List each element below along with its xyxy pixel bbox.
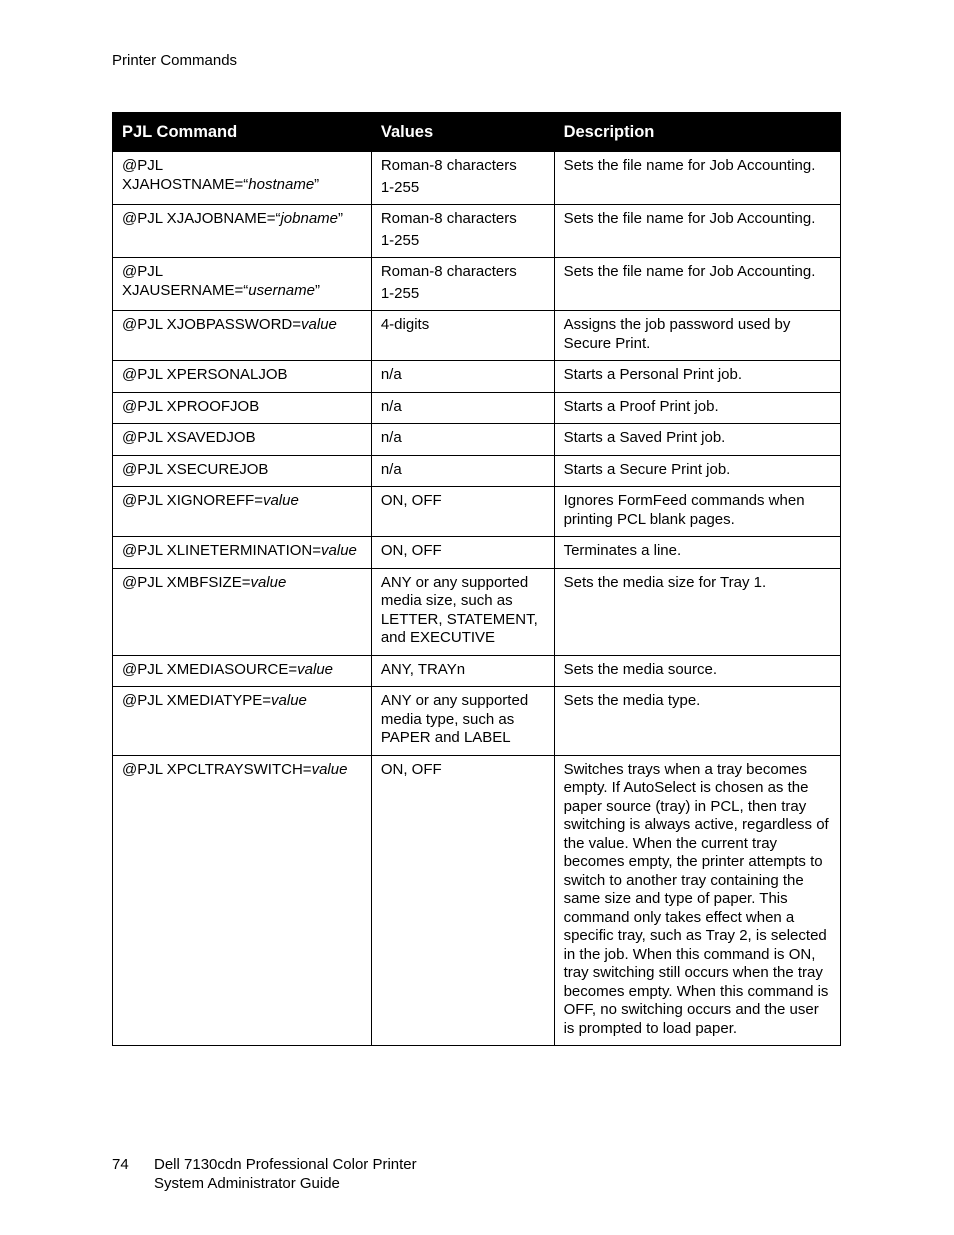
command-text: @PJL XIGNOREFF= <box>122 492 263 509</box>
table-row <box>113 311 841 361</box>
table-row <box>113 455 841 487</box>
values-cell <box>371 655 554 687</box>
values-cell <box>371 755 554 1046</box>
command-cell <box>113 424 372 456</box>
command-text: @PJL XMEDIATYPE= <box>122 692 272 709</box>
command-cell <box>113 311 372 361</box>
document-title-line1: Dell 7130cdn Professional Color Printer <box>154 1156 417 1173</box>
pjl-command-table <box>112 112 841 1046</box>
values-text: ANY or any supported media size, such as LETTER, STATEMENT, and EXECUTIVE <box>380 573 538 646</box>
command-text: @PJL XJOBPASSWORD= <box>122 316 302 333</box>
command-cell <box>113 687 372 756</box>
command-text: @PJL XPCLTRAYSWITCH= <box>122 760 312 778</box>
command-text: @PJL XPERSONALJOB <box>122 366 288 383</box>
values-cell <box>371 537 554 569</box>
command-text-suffix: ” <box>314 175 320 193</box>
values-text: ANY, TRAYn <box>380 660 466 678</box>
table-row <box>113 655 841 687</box>
description-cell: Sets the file name for Job Accounting. <box>554 205 840 258</box>
command-cell <box>113 205 372 258</box>
values-text: ON, OFF <box>380 542 442 559</box>
command-text: @PJL XJAHOSTNAME=“ <box>122 157 249 193</box>
command-text-suffix: ” <box>338 210 344 227</box>
values-text: Roman-8 characters <box>380 157 517 174</box>
command-variable: value <box>250 573 287 591</box>
command-cell <box>113 655 372 687</box>
values-cell <box>371 687 554 756</box>
description-cell: Starts a Secure Print job. <box>554 455 840 487</box>
values-text: n/a <box>380 429 402 446</box>
command-text: @PJL XJAJOBNAME=“ <box>122 210 281 227</box>
description-cell: Starts a Saved Print job. <box>554 424 840 456</box>
values-cell <box>371 568 554 655</box>
command-cell <box>113 755 372 1046</box>
values-text: ON, OFF <box>380 760 442 778</box>
description-cell: Terminates a line. <box>554 537 840 569</box>
values-text: Roman-8 characters <box>380 263 517 280</box>
table-row <box>113 687 841 756</box>
values-cell <box>371 152 554 205</box>
command-variable: value <box>311 760 348 778</box>
command-variable: username <box>248 281 315 299</box>
values-cell <box>371 392 554 424</box>
command-text: @PJL XPROOFJOB <box>122 397 260 415</box>
description-cell: Sets the file name for Job Accounting. <box>554 152 840 205</box>
table-row <box>113 424 841 456</box>
description-cell: Sets the media size for Tray 1. <box>554 568 840 655</box>
values-text: ANY or any supported media type, such as PAPER and LABEL <box>380 692 529 746</box>
command-variable: jobname <box>280 210 339 227</box>
description-cell: Switches trays when a tray becomes empty. If AutoSelect is chosen as the paper source (tray) in PCL, then tray switching is always active, regardless of the value. When the current tray becomes empty, the printer attempts to switch to another tray containing the same size and type of paper. This command only takes effect when a specific tray, such as Tray 2, is selected in the job. When this command is ON, tray switching still occurs when the tray becomes empty. When this command is OFF, no switching occurs and the user is prompted to load paper. <box>554 755 840 1046</box>
values-cell <box>371 311 554 361</box>
table-row <box>113 152 841 205</box>
column-header-values: Values <box>371 113 554 152</box>
values-cell <box>371 487 554 537</box>
command-variable: value <box>301 316 337 333</box>
values-text: Roman-8 characters <box>380 210 517 227</box>
values-cell <box>371 361 554 393</box>
values-cell <box>371 455 554 487</box>
table-row <box>113 258 841 311</box>
values-cell <box>371 258 554 311</box>
column-header-command: PJL Command <box>113 113 372 152</box>
values-range: 1-255 <box>380 231 420 249</box>
values-text: n/a <box>380 397 402 415</box>
table-row <box>113 392 841 424</box>
command-cell <box>113 455 372 487</box>
description-cell: Ignores FormFeed commands when printing PCL blank pages. <box>554 487 840 537</box>
table-row <box>113 568 841 655</box>
description-cell: Assigns the job password used by Secure Print. <box>554 311 840 361</box>
command-variable: value <box>297 660 333 678</box>
command-text: @PJL XSAVEDJOB <box>122 429 256 446</box>
command-cell <box>113 258 372 311</box>
command-cell <box>113 568 372 655</box>
values-range: 1-255 <box>380 178 420 196</box>
description-cell: Sets the media source. <box>554 655 840 687</box>
table-header-row <box>113 113 841 152</box>
command-cell <box>113 487 372 537</box>
description-cell: Starts a Personal Print job. <box>554 361 840 393</box>
command-text-suffix: ” <box>314 281 320 299</box>
command-text: @PJL XJAUSERNAME=“ <box>122 263 249 299</box>
values-range: 1-255 <box>380 284 420 302</box>
description-cell: Sets the file name for Job Accounting. <box>554 258 840 311</box>
command-text: @PJL XLINETERMINATION= <box>122 542 322 559</box>
document-title <box>154 1155 417 1193</box>
command-cell <box>113 537 372 569</box>
values-text: n/a <box>380 460 402 478</box>
page-number: 74 <box>112 1156 129 1173</box>
command-cell <box>113 392 372 424</box>
table-row <box>113 205 841 258</box>
command-cell <box>113 152 372 205</box>
command-text: @PJL XMEDIASOURCE= <box>122 660 298 678</box>
command-cell <box>113 361 372 393</box>
command-text: @PJL XSECUREJOB <box>122 460 269 478</box>
description-cell: Sets the media type. <box>554 687 840 756</box>
description-cell: Starts a Proof Print job. <box>554 392 840 424</box>
column-header-description: Description <box>554 113 840 152</box>
values-text: n/a <box>380 366 402 383</box>
values-cell <box>371 424 554 456</box>
values-text: ON, OFF <box>380 492 442 509</box>
command-variable: value <box>262 492 299 509</box>
table-row <box>113 487 841 537</box>
values-cell <box>371 205 554 258</box>
command-variable: hostname <box>248 175 315 193</box>
page-footer <box>112 1155 417 1193</box>
table-row <box>113 537 841 569</box>
values-text: 4-digits <box>380 316 430 333</box>
table-row <box>113 755 841 1046</box>
command-variable: value <box>321 542 357 559</box>
command-variable: value <box>271 692 307 709</box>
document-title-line2: System Administrator Guide <box>154 1175 340 1192</box>
running-header: Printer Commands <box>112 52 238 69</box>
command-text: @PJL XMBFSIZE= <box>122 573 251 591</box>
table-row <box>113 361 841 393</box>
